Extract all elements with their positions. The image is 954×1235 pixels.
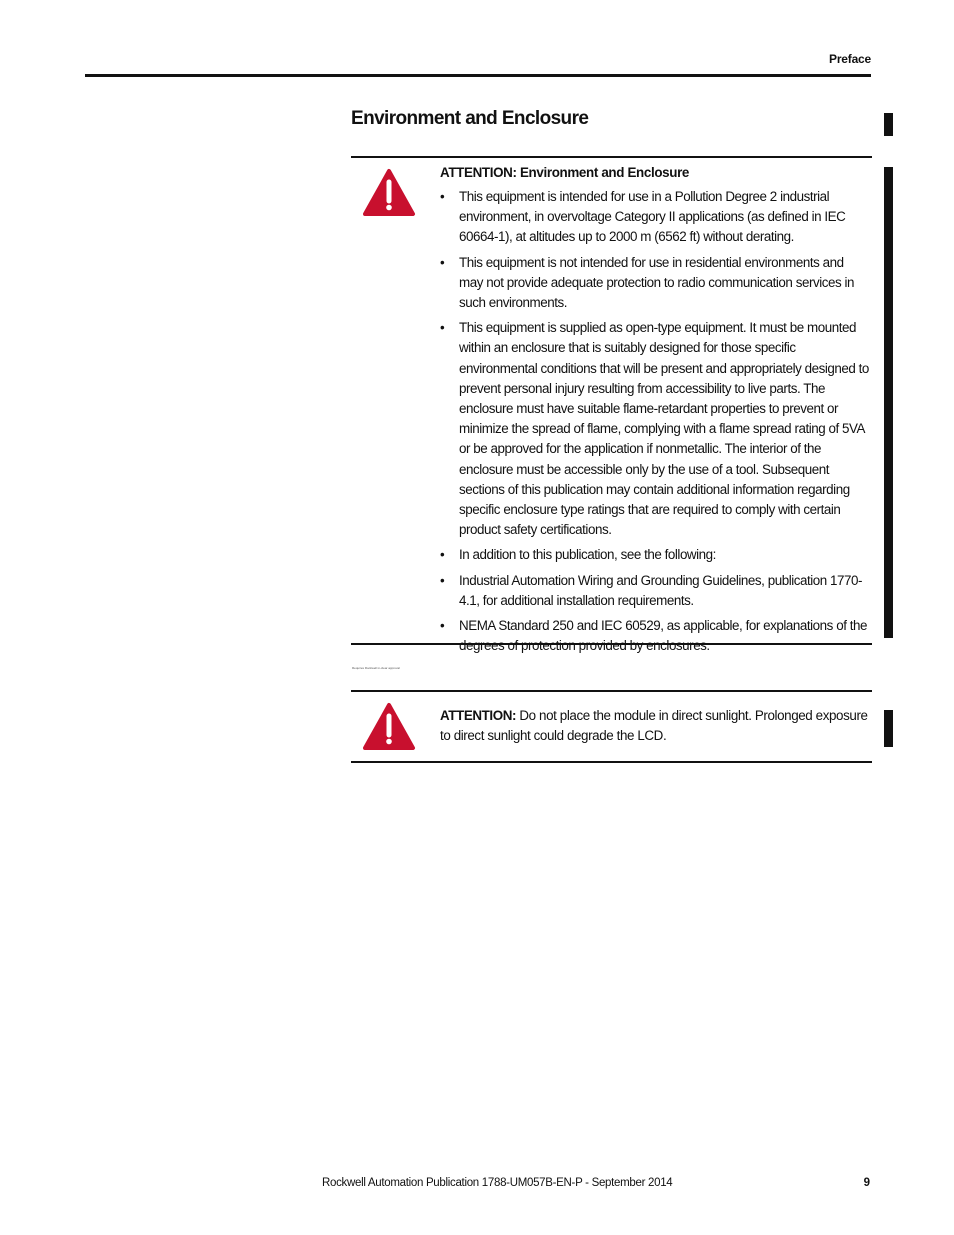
list-item: • Industrial Automation Wiring and Grounding Guidelines, publication 1770-4.1, for additional installation requirements. [440, 571, 870, 611]
list-item: • NEMA Standard 250 and IEC 60529, as applicable, for explanations of the degrees of protection provided by enclosures. [440, 616, 870, 656]
footer-page-number: 9 [863, 1177, 870, 1189]
warning-triangle-icon [362, 702, 416, 757]
header-section-label: Preface [829, 52, 871, 66]
list-item: • In addition to this publication, see the following: [440, 545, 870, 565]
notice-bullet-list [440, 187, 870, 656]
attention-notice-environment [351, 156, 872, 654]
attention-message: Do not place the module in direct sunlight. Prolonged exposure to direct sunlight could degrade the LCD. [440, 708, 868, 744]
header-rule [85, 74, 871, 77]
list-item: • This equipment is intended for use in a Pollution Degree 2 industrial environment, in overvoltage Category II applications (as defined in IEC 60664-1), at altitudes up to 2000 m (6562 ft) without derating. [440, 187, 870, 248]
attention-label: ATTENTION: [440, 708, 517, 723]
warning-triangle-icon [362, 168, 416, 223]
tiny-note: Requires Rockwell in-clear approval [352, 666, 400, 670]
notice-text [440, 706, 870, 746]
footer-publication: Rockwell Automation Publication 1788-UM057B-EN-P - September 2014 [322, 1177, 673, 1189]
change-bar [884, 113, 893, 136]
change-bar [884, 167, 893, 638]
notice-title: ATTENTION: Environment and Enclosure [440, 165, 690, 180]
list-item: • This equipment is not intended for use in residential environments and may not provide adequate protection to radio communication services in such environments. [440, 253, 870, 314]
change-bar [884, 710, 893, 747]
attention-notice-sunlight [351, 690, 872, 763]
section-title: Environment and Enclosure [351, 108, 589, 129]
list-item: • This equipment is supplied as open-type equipment. It must be mounted within an enclosure that is suitably designed for those specific environmental conditions that will be present and appropriately designed to prevent personal injury resulting from accessibility to live parts. The enclosure must have suitable flame-retardant properties to prevent or minimize the spread of flame, complying with a flame spread rating of 5VA or be approved for the application if nonmetallic. The interior of the enclosure must be accessible only by the use of a tool. Subsequent sections of this publication may contain additional information regarding specific enclosure type ratings that are required to comply with certain product safety certifications. [440, 318, 870, 540]
